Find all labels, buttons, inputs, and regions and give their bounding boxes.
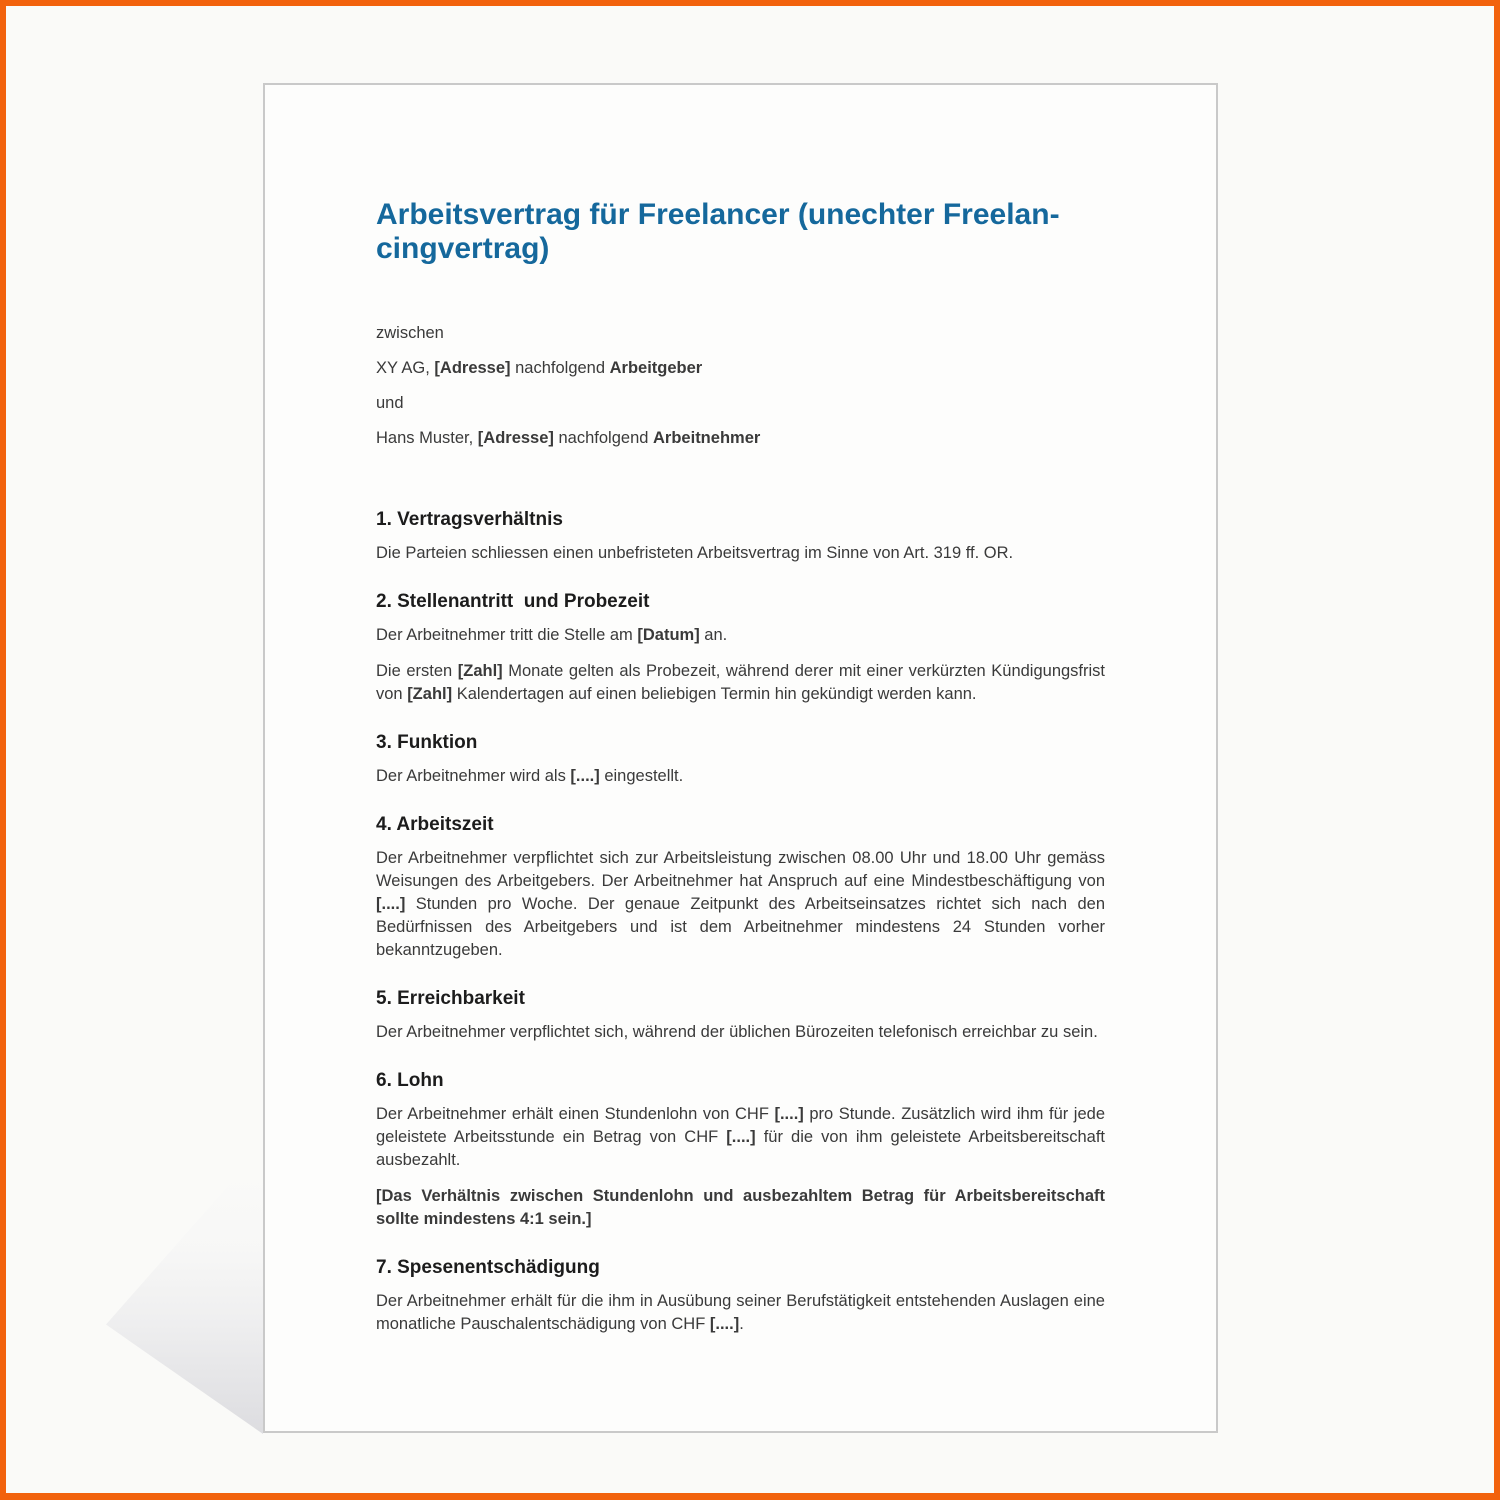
section-paragraph <box>376 660 1105 706</box>
text-run: Der Arbeitnehmer wird als <box>376 767 571 785</box>
text-run: Der Arbeitnehmer erhält einen Stundenlohn von CHF <box>376 1105 775 1123</box>
section-paragraph <box>376 847 1105 962</box>
text-run: eingestellt. <box>599 767 684 785</box>
document-page <box>263 83 1218 1433</box>
bold-text-run: [Adresse] <box>477 429 554 447</box>
bold-text-run: Arbeitnehmer <box>653 429 761 447</box>
section-paragraph <box>376 1021 1105 1044</box>
text-run: Der Arbeitnehmer erhält für die ihm in Ausübung seiner Berufstätigkeit entstehenden Auslagen eine monatliche Pauschalentschädigung von CHF <box>376 1292 1105 1333</box>
bold-text-run: [....] <box>376 895 406 913</box>
intro-line <box>376 428 1105 449</box>
text-run: Der Arbeitnehmer tritt die Stelle am <box>376 626 638 644</box>
intro-line <box>376 323 1105 344</box>
section-paragraph <box>376 765 1105 788</box>
bold-text-run: [....] <box>774 1105 804 1123</box>
section-heading: 2. Stellenantritt und Probezeit <box>376 591 650 612</box>
text-run: Die ersten <box>376 662 458 680</box>
text-run: für die von ihm geleistete Arbeitsbereitschaft ausbezahlt. <box>376 1128 1105 1169</box>
document-title: Arbeitsvertrag für Freelancer (unechter Freelan- cingvertrag) <box>376 198 1060 265</box>
section-paragraph <box>376 1290 1105 1336</box>
parties-block <box>376 323 1105 449</box>
section-paragraph <box>376 542 1105 565</box>
text-run: nachfolgend <box>553 429 654 447</box>
sections-container <box>376 509 1105 1336</box>
text-run: an. <box>699 626 728 644</box>
section-heading: 6. Lohn <box>376 1070 444 1091</box>
section-paragraph <box>376 1103 1105 1172</box>
bold-text-run: [Datum] <box>637 626 700 644</box>
intro-line <box>376 358 1105 379</box>
bold-text-run: [....] <box>709 1315 740 1333</box>
text-run: nachfolgend <box>510 359 610 377</box>
text-run: und <box>376 394 404 412</box>
intro-line <box>376 393 1105 414</box>
text-run: Der Arbeitnehmer verpflichtet sich zur Arbeitsleistung zwischen 08.00 Uhr und 18.00 Uhr gemäss Weisungen des Arbeitgebers. Der Arbeitnehmer hat Anspruch auf eine Mindestbeschäftigung von <box>376 849 1105 890</box>
text-run: zwischen <box>376 324 444 342</box>
text-run: . <box>739 1315 744 1333</box>
section-heading: 4. Arbeitszeit <box>376 814 494 835</box>
bold-text-run: [Zahl] <box>457 662 503 680</box>
section-paragraph <box>376 1185 1105 1231</box>
text-run: Der Arbeitnehmer verpflichtet sich, während der üblichen Bürozeiten telefonisch erreichbar zu sein. <box>376 1023 1098 1041</box>
text-run: XY AG, <box>376 359 435 377</box>
section-heading: 7. Spesenentschädigung <box>376 1257 600 1278</box>
text-run: Monate gelten als Probezeit, während derer mit einer verkürzten Kündigungsfrist von <box>376 662 1105 703</box>
text-run: pro Stunde. Zusätzlich wird ihm für jede geleistete Arbeitsstunde ein Betrag von CHF <box>376 1105 1105 1146</box>
text-run: Hans Muster, <box>376 429 478 447</box>
section-heading: 3. Funktion <box>376 732 478 753</box>
bold-text-run: [....] <box>726 1128 756 1146</box>
section-heading: 5. Erreichbarkeit <box>376 988 525 1009</box>
bold-text-run: [Das Verhältnis zwischen Stundenlohn und ausbezahltem Betrag für Arbeitsbereitschaft sollte mindestens 4:1 sein.] <box>376 1187 1105 1228</box>
bold-text-run: Arbeitgeber <box>609 359 703 377</box>
page-corner-shadow <box>106 1146 263 1434</box>
text-run: Die Parteien schliessen einen unbefristeten Arbeitsvertrag im Sinne von Art. 319 ff. OR. <box>376 544 1014 562</box>
section-heading: 1. Vertragsverhältnis <box>376 509 563 530</box>
text-run: Stunden pro Woche. Der genaue Zeitpunkt des Arbeitseinsatzes richtet sich nach den Bedürfnissen des Arbeitgebers und ist dem Arbeitnehmer mindestens 24 Stunden vorher bekanntzugeben. <box>376 895 1105 959</box>
bold-text-run: [Zahl] <box>407 685 453 703</box>
section-paragraph <box>376 624 1105 647</box>
bold-text-run: [Adresse] <box>434 359 511 377</box>
text-run: Kalendertagen auf einen beliebigen Termin hin gekündigt werden kann. <box>452 685 977 703</box>
bold-text-run: [....] <box>570 767 600 785</box>
